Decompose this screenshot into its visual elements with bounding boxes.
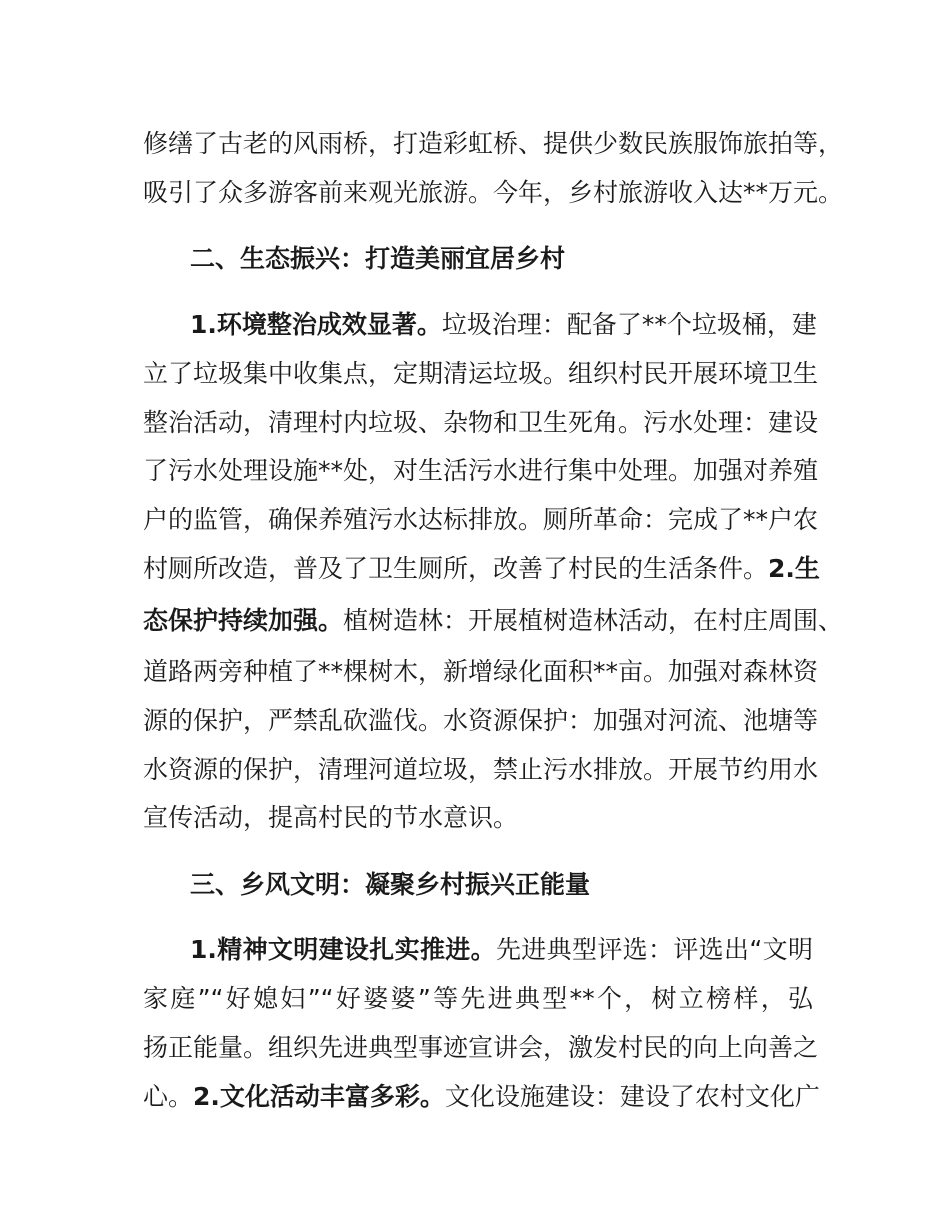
subheading: 态保护持续加强。 — [143, 606, 344, 635]
paragraph-line — [143, 603, 844, 639]
text: 了污水处理设施**处，对生活污水进行集中处理。加强对养殖 — [143, 456, 819, 485]
text: 修缮了古老的风雨桥，打造彩虹桥、提供少数民族服饰旅拍等， — [143, 129, 844, 158]
section-heading-3: 三、乡风文明：凝聚乡村振兴正能量 — [190, 870, 591, 899]
text: 户的监管，确保养殖污水达标排放。厕所革命：完成了**户农 — [143, 505, 819, 534]
text: 心。 — [143, 1082, 194, 1111]
text: 道路两旁种植了**棵树木，新增绿化面积**亩。加强对森林资 — [143, 657, 819, 686]
paragraph-line — [143, 502, 819, 538]
paragraph-line — [190, 932, 813, 968]
paragraph-line — [143, 752, 819, 788]
text: 立了垃圾集中收集点，定期清运垃圾。组织村民开展环境卫生 — [143, 359, 819, 388]
text: 村厕所改造，普及了卫生厕所，改善了村民的生活条件。 — [143, 554, 769, 583]
text: 整治活动，清理村内垃圾、杂物和卫生死角。污水处理：建设 — [143, 408, 819, 437]
paragraph-line — [143, 800, 518, 836]
text: 宣传活动，提高村民的节水意识。 — [143, 803, 519, 832]
subheading: 2.生 — [768, 554, 820, 583]
paragraph-line — [143, 654, 819, 690]
paragraph-line — [143, 405, 819, 441]
paragraph-line — [143, 453, 819, 489]
paragraph-line — [190, 307, 817, 343]
paragraph-line — [143, 703, 819, 739]
paragraph-line — [143, 126, 844, 162]
paragraph-line — [143, 175, 843, 211]
text: 先进典型评选：评选出“文明 — [495, 935, 813, 964]
text: 家庭”“好媳妇”“好婆婆”等先进典型**个，树立榜样，弘 — [143, 984, 813, 1013]
paragraph-line — [143, 1030, 819, 1066]
text: 文化设施建设：建设了农村文化广 — [444, 1082, 820, 1111]
subheading: 2.文化活动丰富多彩。 — [193, 1082, 445, 1111]
text: 扬正能量。组织先进典型事迹宣讲会，激发村民的向上向善之 — [143, 1033, 819, 1062]
subheading: 1.环境整治成效显著。 — [190, 310, 442, 339]
paragraph-line — [143, 551, 820, 587]
section-heading-2: 二、生态振兴：打造美丽宜居乡村 — [190, 244, 566, 273]
paragraph-line — [143, 1079, 820, 1115]
subheading: 1.精神文明建设扎实推进。 — [190, 935, 496, 964]
text: 吸引了众多游客前来观光旅游。今年，乡村旅游收入达**万元。 — [143, 178, 844, 207]
text: 垃圾治理：配备了**个垃圾桶，建 — [441, 310, 817, 339]
text: 源的保护，严禁乱砍滥伐。水资源保护：加强对河流、池塘等 — [143, 706, 819, 735]
paragraph-line — [143, 981, 813, 1017]
text: 植树造林：开展植树造林活动，在村庄周围、 — [343, 606, 844, 635]
text: 水资源的保护，清理河道垃圾，禁止污水排放。开展节约用水 — [143, 755, 819, 784]
paragraph-line — [143, 356, 819, 392]
